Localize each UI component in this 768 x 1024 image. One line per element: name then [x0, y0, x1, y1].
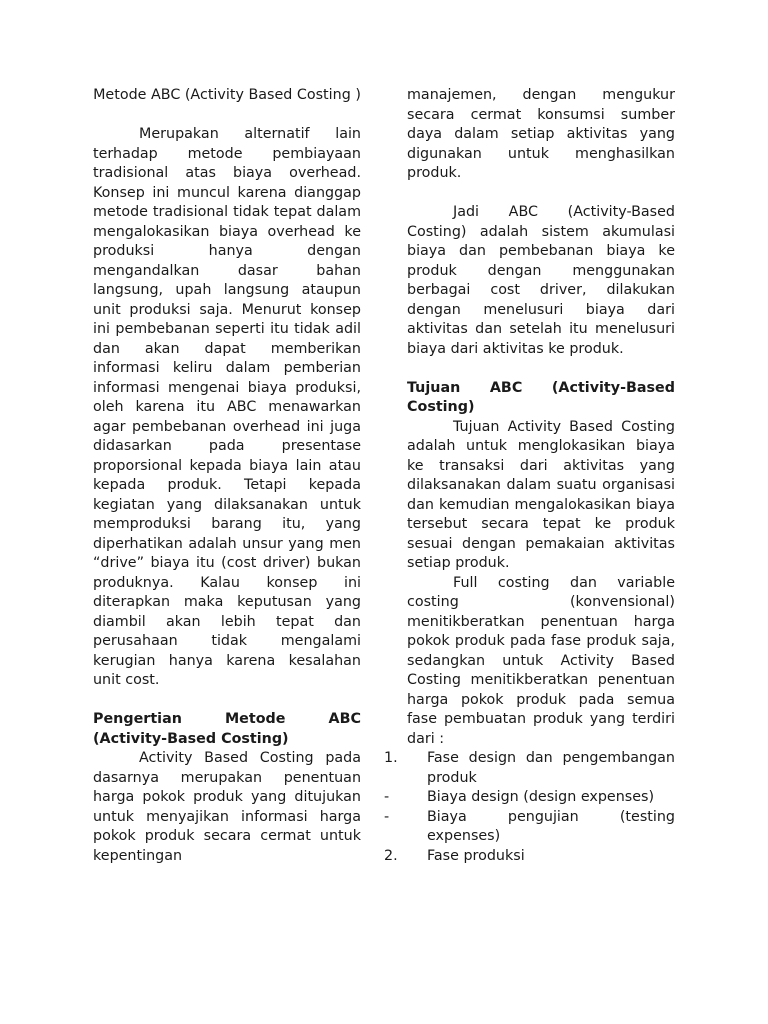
comparison-paragraph: Full costing dan variable costing (konvensional) menitikberatkan penentuan harga pokok produk pada fase produk saja, sedangkan untuk Activity Based Costing menitikberatkan penentuan harga pokok produk pada semua fase pembuatan produk yang terdiri dari :: [407, 574, 675, 747]
definition-paragraph: Activity Based Costing pada dasarnya merupakan penentuan harga pokok produk yang ditujukan untuk menyajikan informasi harga pokok produk secara cermat untuk kepentingan: [93, 750, 361, 864]
spacer: [407, 184, 675, 204]
spacer: [407, 359, 675, 379]
phase-list: [384, 749, 675, 866]
purpose-paragraph: Tujuan Activity Based Costing adalah untuk menglokasikan biaya ke transaksi dari aktivitas yang dilaksanakan dalam suatu organisasi dan kemudian mengalokasikan biaya tersebut secara tepat ke produk sesuai dengan pemakaian aktivitas setiap produk.: [407, 418, 675, 571]
intro-paragraph: Merupakan alternatif lain terhadap metode pembiayaan tradisional atas biaya overhead. Konsep ini muncul karena dianggap metode tradisional tidak tepat dalam mengalokasikan biaya overhead ke produksi hanya dengan mengandalkan dasar bahan langsung, upah langsung ataupun unit produksi saja. Menurut konsep ini pembebanan seperti itu tidak adil dan akan dapat memberikan informasi keliru dalam pemberian informasi mengenai biaya produksi, oleh karena itu ABC menawarkan agar pembebanan overhead ini juga didasarkan pada presentase proporsional kepada biaya lain atau kepada produk. Tetapi kepada kegiatan yang dilaksanakan untuk memproduksi barang itu, yang diperhatikan adalah unsur yang men “drive” biaya itu (cost driver) bukan produknya. Kalau konsep ini diterapkan maka keputusan yang diambil akan lebih tepat dan perusahaan tidak mengalami kerugian hanya karena kesalahan unit cost.: [93, 126, 361, 688]
list-item-text: Biaya design (design expenses): [427, 789, 655, 805]
list-marker: 2.: [384, 847, 398, 864]
list-item: [384, 788, 675, 808]
list-item-text: Fase produksi: [427, 847, 525, 864]
heading-purpose: Tujuan ABC (Activity-Based Costing): [407, 379, 675, 415]
spacer: [93, 691, 361, 711]
list-item: [384, 847, 675, 867]
heading-definition: Pengertian Metode ABC (Activity-Based Costing): [93, 711, 361, 747]
document-title: Metode ABC (Activity Based Costing ): [93, 87, 361, 103]
list-item: [384, 749, 675, 788]
list-marker: -: [384, 808, 390, 825]
list-marker: 1.: [384, 750, 398, 766]
right-column: [384, 86, 675, 866]
list-item-text: Fase design dan pengembangan produk: [427, 750, 675, 786]
summary-paragraph: Jadi ABC (Activity-Based Costing) adalah sistem akumulasi biaya dan pembebanan biaya ke produk dengan menggunakan berbagai cost driver, dilakukan dengan menelusuri biaya dari aktivitas dan setelah itu menelusuri biaya dari aktivitas ke produk.: [407, 204, 675, 357]
left-column: [93, 86, 361, 866]
continuation-paragraph: manajemen, dengan mengukur secara cermat konsumsi sumber daya dalam setiap aktivitas yang digunakan untuk menghasilkan produk.: [407, 87, 675, 181]
list-marker: -: [384, 789, 390, 805]
list-item-text: Biaya pengujian (testing expenses): [427, 808, 675, 844]
list-item: [384, 808, 675, 847]
